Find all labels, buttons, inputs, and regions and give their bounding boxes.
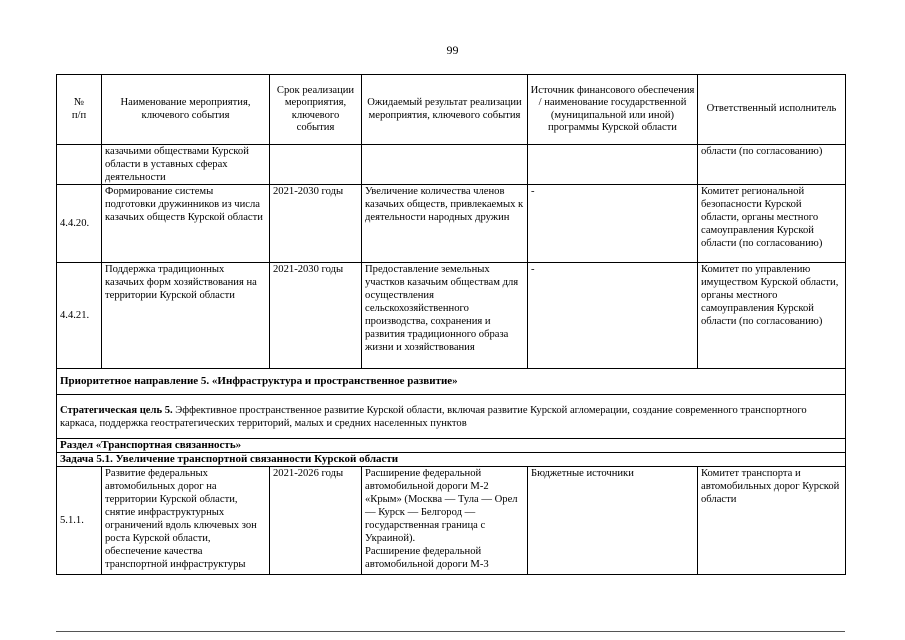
cell-result: Увеличение количества членов казачьих обществ, привлекаемых к деятельности народных дружин — [362, 185, 528, 263]
header-executor: Ответственный исполнитель — [698, 75, 846, 145]
cell-num: 4.4.21. — [57, 263, 102, 369]
table-row-4-4-21 — [57, 263, 846, 369]
cell-name: Развитие федеральных автомобильных дорог на территории Курской области, снятие инфраструктурных ограничений вдоль ключевых зон роста Курской области, обеспечение качества транспортной инфраструктуры — [102, 467, 270, 575]
header-source: Источник финансового обеспечения / наименование государственной (муниципальной или иной) программы Курской области — [528, 75, 698, 145]
header-result: Ожидаемый результат реализации мероприятия, ключевого события — [362, 75, 528, 145]
result-part-1: Расширение федеральной автомобильной дороги М-2 «Крым» (Москва — Тула — Орел — Курск — Белгород — государственная граница с Украиной). — [365, 468, 518, 544]
table-row-4-4-20 — [57, 185, 846, 263]
strategic-goal-cell — [57, 395, 846, 439]
cell-executor: Комитет по управлению имуществом Курской области, органы местного самоуправления Курской области (по согласованию) — [698, 263, 846, 369]
strategic-goal-label: Стратегическая цель 5. — [60, 404, 173, 416]
header-term: Срок реализации мероприятия, ключевого события — [270, 75, 362, 145]
section-row — [57, 439, 846, 453]
cell-name: Поддержка традиционных казачьих форм хозяйствования на территории Курской области — [102, 263, 270, 369]
cell-source — [528, 145, 698, 185]
priority-row — [57, 369, 846, 395]
strategic-goal-row — [57, 395, 846, 439]
cell-result — [362, 467, 528, 575]
cell-source: - — [528, 263, 698, 369]
cell-num — [57, 145, 102, 185]
cell-num: 5.1.1. — [57, 467, 102, 575]
page-bottom-rule — [56, 631, 845, 632]
table-row-5-1-1 — [57, 467, 846, 575]
page-number: 99 — [446, 43, 459, 57]
task-heading: Задача 5.1. Увеличение транспортной связанности Курской области — [57, 453, 846, 467]
section-heading: Раздел «Транспортная связанность» — [57, 439, 846, 453]
cell-executor: Комитет региональной безопасности Курской области, органы местного самоуправления Курской области (по согласованию) — [698, 185, 846, 263]
cell-num: 4.4.20. — [57, 185, 102, 263]
cell-term: 2021-2026 годы — [270, 467, 362, 575]
task-row — [57, 453, 846, 467]
table-header — [57, 75, 846, 145]
cell-result: Предоставление земельных участков казачьим обществам для осуществления сельскохозяйственного производства, сохранения и развития традиционного образа жизни и хозяйствования — [362, 263, 528, 369]
cell-executor: Комитет транспорта и автомобильных дорог Курской области — [698, 467, 846, 575]
cell-term: 2021-2030 годы — [270, 263, 362, 369]
cell-result — [362, 145, 528, 185]
activities-table — [56, 74, 846, 575]
cell-term: 2021-2030 годы — [270, 185, 362, 263]
cell-executor: области (по согласованию) — [698, 145, 846, 185]
cell-name: Формирование системы подготовки дружинников из числа казачьих обществ Курской области — [102, 185, 270, 263]
header-name: Наименование мероприятия, ключевого события — [102, 75, 270, 145]
strategic-goal-text: Эффективное пространственное развитие Курской области, включая развитие Курской агломерации, создание современного транспортного каркаса, поддержка геостратегических территорий, малых и средних населенных пунктов — [60, 404, 807, 429]
priority-heading: Приоритетное направление 5. «Инфраструктура и пространственное развитие» — [57, 369, 846, 395]
header-num: № п/п — [57, 75, 102, 145]
result-part-2: Расширение федеральной автомобильной дороги М-3 — [365, 546, 489, 570]
cell-source: - — [528, 185, 698, 263]
table-row-continued — [57, 145, 846, 185]
cell-source: Бюджетные источники — [528, 467, 698, 575]
cell-name: казачьими обществами Курской области в уставных сферах деятельности — [102, 145, 270, 185]
cell-term — [270, 145, 362, 185]
